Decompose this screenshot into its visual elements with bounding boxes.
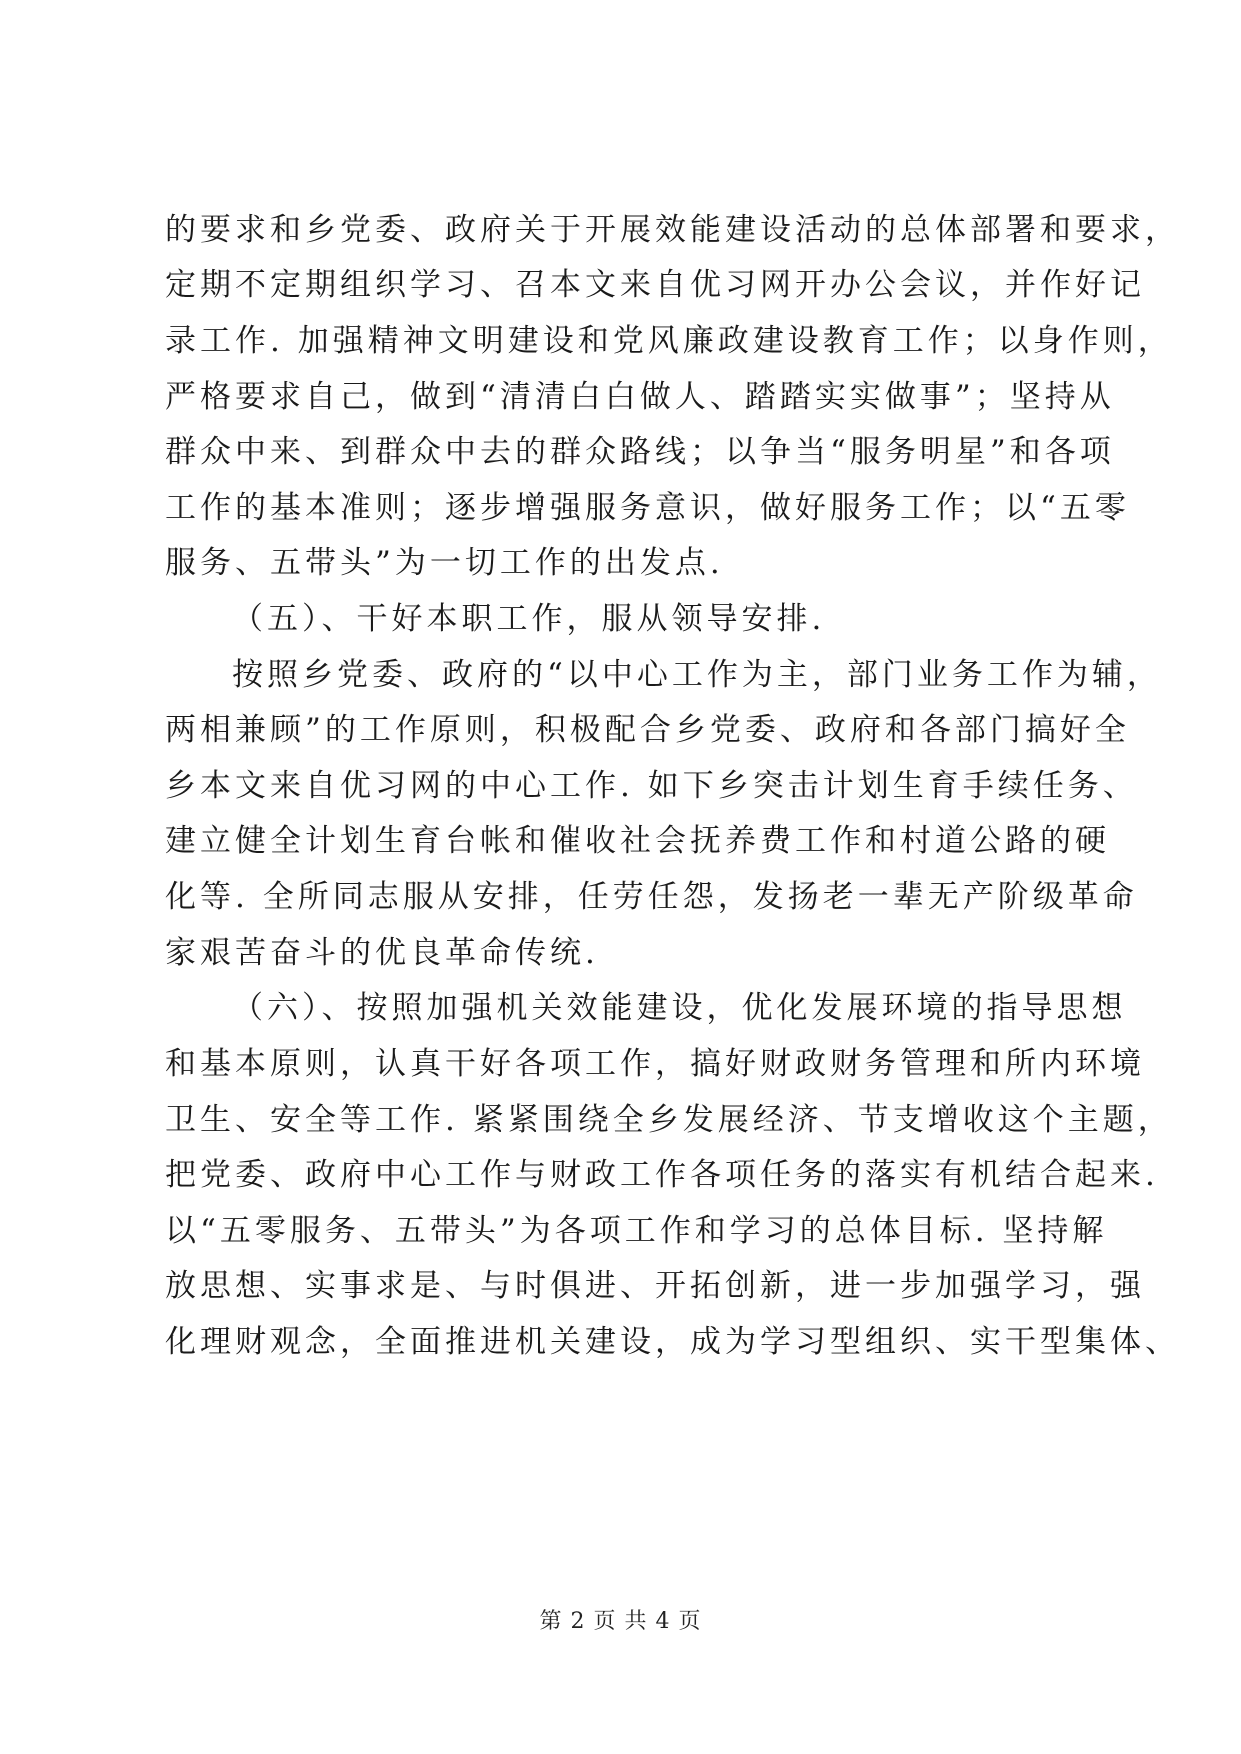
body-line: 以“五零服务、五带头”为各项工作和学习的总体目标. 坚持解 [165, 1213, 1108, 1249]
section-heading: （五）、干好本职工作，服从领导安排. [232, 601, 826, 637]
body-line: 服务、五带头”为一切工作的出发点. [165, 545, 724, 581]
body-line: 严格要求自己，做到“清清白白做人、踏踏实实做事”；坚持从 [165, 379, 1115, 415]
body-line: 的要求和乡党委、政府关于开展效能建设活动的总体部署和要求， [165, 212, 1180, 248]
body-line: 按照乡党委、政府的“以中心工作为主，部门业务工作为辅， [232, 657, 1162, 693]
body-line: 把党委、政府中心工作与财政工作各项任务的落实有机结合起来. [165, 1157, 1159, 1193]
body-line: 家艰苦奋斗的优良革命传统. [165, 935, 599, 971]
body-line: 和基本原则，认真干好各项工作，搞好财政财务管理和所内环境 [165, 1046, 1145, 1082]
body-line: 化理财观念，全面推进机关建设，成为学习型组织、实干型集体、 [165, 1324, 1180, 1360]
body-line: 乡本文来自优习网的中心工作. 如下乡突击计划生育手续任务、 [165, 768, 1138, 804]
body-line: 化等. 全所同志服从安排，任劳任怨，发扬老一辈无产阶级革命 [165, 879, 1138, 915]
body-line: 建立健全计划生育台帐和催收社会抚养费工作和村道公路的硬 [165, 823, 1110, 859]
body-line: 卫生、安全等工作. 紧紧围绕全乡发展经济、节支增收这个主题， [165, 1102, 1173, 1138]
page-number-footer: 第 2 页 共 4 页 [539, 1609, 702, 1634]
section-heading: （六）、按照加强机关效能建设，优化发展环境的指导思想 [232, 990, 1127, 1026]
body-line: 录工作. 加强精神文明建设和党风廉政建设教育工作；以身作则， [165, 323, 1173, 359]
body-line: 两相兼顾”的工作原则，积极配合乡党委、政府和各部门搞好全 [165, 712, 1130, 748]
body-line: 群众中来、到群众中去的群众路线；以争当“服务明星”和各项 [165, 434, 1115, 470]
body-line: 放思想、实事求是、与时俱进、开拓创新，进一步加强学习，强 [165, 1268, 1145, 1304]
body-line: 定期不定期组织学习、召本文来自优习网开办公会议，并作好记 [165, 267, 1145, 303]
body-line: 工作的基本准则；逐步增强服务意识，做好服务工作；以“五零 [165, 490, 1130, 526]
